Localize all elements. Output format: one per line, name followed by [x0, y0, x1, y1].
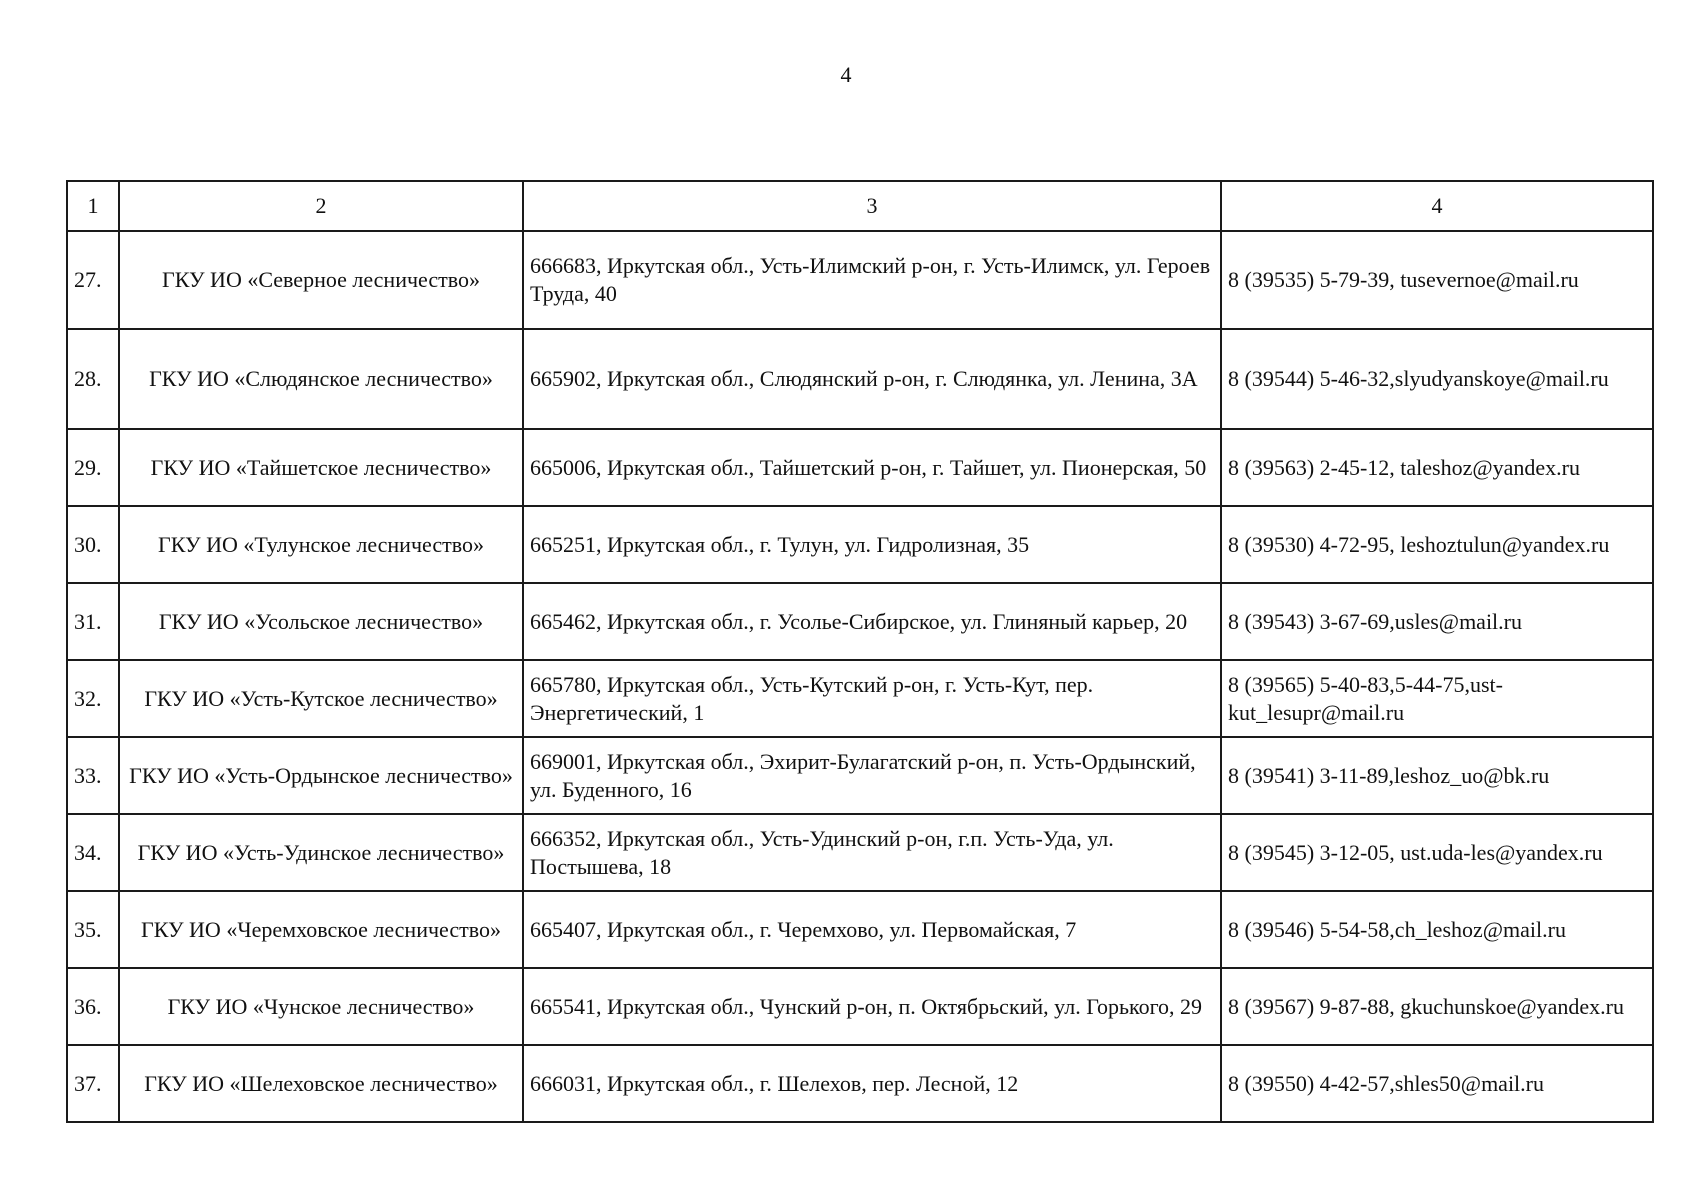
header-cell-contact: 4	[1221, 181, 1653, 231]
table-row	[67, 231, 1653, 329]
row-number: 28.	[67, 329, 119, 429]
row-number: 30.	[67, 506, 119, 583]
forestry-name: ГКУ ИО «Усольское лесничество»	[119, 583, 523, 660]
table-row	[67, 1045, 1653, 1122]
table-row	[67, 506, 1653, 583]
forestry-table	[66, 180, 1654, 1123]
row-number: 33.	[67, 737, 119, 814]
forestry-contact: 8 (39541) 3-11-89,leshoz_uo@bk.ru	[1221, 737, 1653, 814]
forestry-contact: 8 (39546) 5-54-58,ch_leshoz@mail.ru	[1221, 891, 1653, 968]
table-body	[67, 231, 1653, 1122]
row-number: 37.	[67, 1045, 119, 1122]
forestry-name: ГКУ ИО «Чунское лесничество»	[119, 968, 523, 1045]
forestry-address: 665780, Иркутская обл., Усть-Кутский р-он, г. Усть-Кут, пер. Энергетический, 1	[523, 660, 1221, 737]
forestry-address: 669001, Иркутская обл., Эхирит-Булагатский р-он, п. Усть-Ордынский, ул. Буденного, 16	[523, 737, 1221, 814]
forestry-name: ГКУ ИО «Тулунское лесничество»	[119, 506, 523, 583]
forestry-contact: 8 (39545) 3-12-05, ust.uda-les@yandex.ru	[1221, 814, 1653, 891]
row-number: 35.	[67, 891, 119, 968]
table-row	[67, 583, 1653, 660]
forestry-contact: 8 (39567) 9-87-88, gkuchunskoe@yandex.ru	[1221, 968, 1653, 1045]
forestry-name: ГКУ ИО «Тайшетское лесничество»	[119, 429, 523, 506]
forestry-name: ГКУ ИО «Усть-Ордынское лесничество»	[119, 737, 523, 814]
row-number: 27.	[67, 231, 119, 329]
row-number: 32.	[67, 660, 119, 737]
header-cell-name: 2	[119, 181, 523, 231]
page-number: 4	[840, 62, 852, 87]
table-row	[67, 814, 1653, 891]
forestry-contact: 8 (39565) 5-40-83,5-44-75,ust-kut_lesupr@mail.ru	[1221, 660, 1653, 737]
forestry-contact: 8 (39530) 4-72-95, leshoztulun@yandex.ru	[1221, 506, 1653, 583]
forestry-address: 665462, Иркутская обл., г. Усолье-Сибирское, ул. Глиняный карьер, 20	[523, 583, 1221, 660]
table-row	[67, 737, 1653, 814]
table-row	[67, 891, 1653, 968]
row-number: 36.	[67, 968, 119, 1045]
table-row	[67, 329, 1653, 429]
table-header	[67, 181, 1653, 231]
forestry-name: ГКУ ИО «Черемховское лесничество»	[119, 891, 523, 968]
forestry-address: 665251, Иркутская обл., г. Тулун, ул. Гидролизная, 35	[523, 506, 1221, 583]
table-row	[67, 429, 1653, 506]
header-cell-address: 3	[523, 181, 1221, 231]
row-number: 34.	[67, 814, 119, 891]
forestry-address: 666031, Иркутская обл., г. Шелехов, пер. Лесной, 12	[523, 1045, 1221, 1122]
forestry-address: 665006, Иркутская обл., Тайшетский р-он, г. Тайшет, ул. Пионерская, 50	[523, 429, 1221, 506]
forestry-address: 665407, Иркутская обл., г. Черемхово, ул. Первомайская, 7	[523, 891, 1221, 968]
forestry-contact: 8 (39544) 5-46-32,slyudyanskoye@mail.ru	[1221, 329, 1653, 429]
forestry-name: ГКУ ИО «Северное лесничество»	[119, 231, 523, 329]
forestry-name: ГКУ ИО «Усть-Удинское лесничество»	[119, 814, 523, 891]
row-number: 29.	[67, 429, 119, 506]
forestry-name: ГКУ ИО «Усть-Кутское лесничество»	[119, 660, 523, 737]
forestry-contact: 8 (39563) 2-45-12, taleshoz@yandex.ru	[1221, 429, 1653, 506]
forestry-address: 665541, Иркутская обл., Чунский р-он, п. Октябрьский, ул. Горького, 29	[523, 968, 1221, 1045]
forestry-contact: 8 (39543) 3-67-69,usles@mail.ru	[1221, 583, 1653, 660]
forestry-contact: 8 (39535) 5-79-39, tusevernoe@mail.ru	[1221, 231, 1653, 329]
forestry-address: 666352, Иркутская обл., Усть-Удинский р-он, г.п. Усть-Уда, ул. Постышева, 18	[523, 814, 1221, 891]
header-row	[67, 181, 1653, 231]
forestry-name: ГКУ ИО «Шелеховское лесничество»	[119, 1045, 523, 1122]
forestry-address: 666683, Иркутская обл., Усть-Илимский р-он, г. Усть-Илимск, ул. Героев Труда, 40	[523, 231, 1221, 329]
header-cell-number: 1	[67, 181, 119, 231]
forestry-address: 665902, Иркутская обл., Слюдянский р-он, г. Слюдянка, ул. Ленина, 3А	[523, 329, 1221, 429]
table-row	[67, 968, 1653, 1045]
forestry-name: ГКУ ИО «Слюдянское лесничество»	[119, 329, 523, 429]
table-row	[67, 660, 1653, 737]
forestry-contact: 8 (39550) 4-42-57,shles50@mail.ru	[1221, 1045, 1653, 1122]
row-number: 31.	[67, 583, 119, 660]
